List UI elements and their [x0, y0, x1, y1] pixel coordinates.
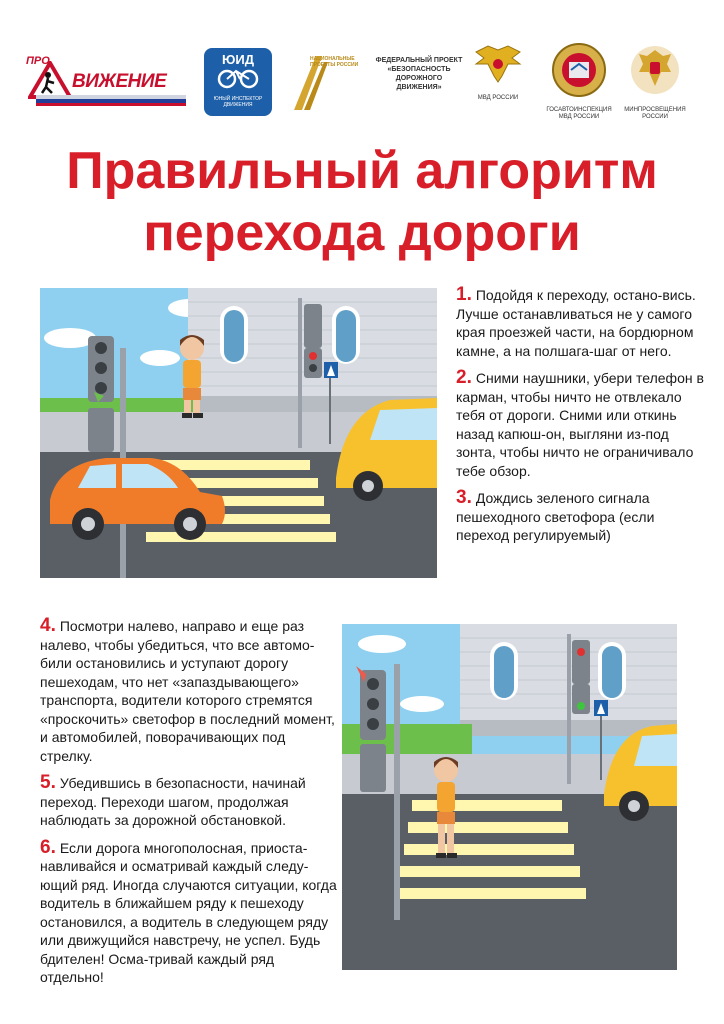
emblem-minpros-label: МИНПРОСВЕЩЕНИЯ РОССИИ [624, 107, 686, 120]
pro-prefix: ПРО [26, 55, 50, 67]
step-5 [40, 774, 338, 830]
yuid-logo [204, 48, 272, 116]
step-6 [40, 836, 338, 987]
np-text: НАЦИОНАЛЬНЫЕ ПРОЕКТЫ РОССИИ [310, 56, 359, 68]
step-number: 6. [40, 836, 56, 858]
step-text: Дождись зеленого сигнала пешеходного светофора (если переход регулируемый) [456, 490, 655, 543]
step-text: Убедившись в безопасности, начинай переход. Переходи шагом, продолжая наблюдать за дорожной обстановкой. [40, 775, 306, 828]
gibdd-badge-icon [549, 42, 609, 98]
step-1 [456, 286, 710, 360]
emblem-mvd [462, 42, 534, 102]
emblem-gibdd [543, 42, 615, 121]
step-4 [40, 617, 338, 765]
emblem-minpros [619, 42, 691, 121]
bicycle-icon [216, 67, 260, 89]
emblem-mvd-label: МВД РОССИИ [477, 95, 519, 101]
page-title [0, 140, 724, 264]
step-2 [456, 369, 710, 480]
pro-main: ВИЖЕНИЕ [72, 71, 167, 92]
emblem-gibdd-label: ГОСАВТОИНСПЕКЦИЯ МВД РОССИИ [546, 107, 612, 120]
yuid-title: ЮИД [221, 52, 254, 67]
step-text: Посмотри налево, направо и еще раз налево, чтобы убедиться, что все автомо-били остановились и уступают дорогу пешеходам, что нет «запаздывающего» транспорта, водители которого стремятся «проскочить» светофор в последний момент, и автомобилей, поворачивающих под стрелку. [40, 618, 335, 764]
step-number: 1. [456, 284, 472, 305]
double-eagle-icon [470, 42, 526, 86]
illustration-child-waiting [40, 288, 437, 578]
step-text: Сними наушники, убери телефон в карман, чтобы ничто не отвлекало тебя от дороги. Сними или откинь назад капюш-он, выгляни из-под зонта, чтобы ничто не ограничивало тебе обзор. [456, 370, 704, 479]
step-number: 2. [456, 367, 472, 388]
header-logos [0, 0, 724, 130]
step-text: Подойдя к переходу, остано-вись. Лучше останавливаться не у самого края проезжей части, на бордюрном камне, а на полшага-шаг от него. [456, 287, 696, 359]
title-line-2: перехода дороги [143, 204, 581, 262]
step-text: Если дорога многополосная, приоста-навливайся и осматривай каждый следу-ющий ряд. Иногда случаются ситуации, когда водитель в ближайшем ряду к пешеходу остановился, а водитель в следующем ряду или движущийся навстречу, не успел. Будь бдителен! Осма-тривай каждый ряд отдельно! [40, 839, 337, 985]
steps-left-column [40, 617, 338, 996]
yuid-subtitle: ЮНЫЙ ИНСПЕКТОР ДВИЖЕНИЯ [213, 96, 263, 108]
title-line-1: Правильный алгоритм [66, 142, 658, 200]
step-number: 4. [40, 615, 56, 636]
national-projects-logo [288, 52, 368, 112]
step-number: 5. [40, 772, 56, 793]
pro-dvizhenie-logo [22, 55, 192, 105]
federal-project-label: ФЕДЕРАЛЬНЫЙ ПРОЕКТ «БЕЗОПАСНОСТЬ ДОРОЖНОГО ДВИЖЕНИЯ» [375, 57, 463, 91]
illustration-child-crossing [342, 624, 677, 970]
step-number: 3. [456, 487, 472, 508]
steps-right-column [456, 286, 710, 554]
coat-of-arms-icon [627, 42, 683, 98]
step-3 [456, 489, 710, 545]
